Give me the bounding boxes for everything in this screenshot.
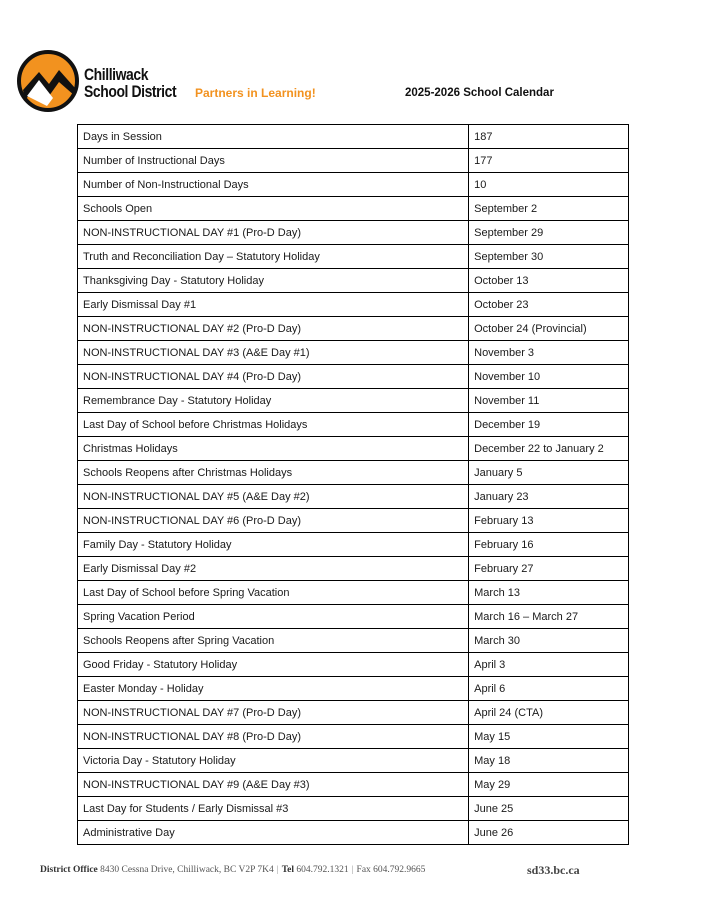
event-date: December 22 to January 2 [469,437,629,461]
event-date: April 24 (CTA) [469,701,629,725]
event-date: January 23 [469,485,629,509]
footer-tel-label: Tel [281,865,295,875]
event-date: 187 [469,125,629,149]
table-row [78,653,629,677]
event-date: February 27 [469,557,629,581]
event-label: NON-INSTRUCTIONAL DAY #6 (Pro-D Day) [78,509,469,533]
district-logo-icon [17,50,79,112]
event-date: September 2 [469,197,629,221]
table-row [78,293,629,317]
event-date: June 26 [469,821,629,845]
event-label: Schools Reopens after Christmas Holidays [78,461,469,485]
table-row [78,557,629,581]
table-row [78,341,629,365]
table-row [78,221,629,245]
table-row [78,821,629,845]
table-row [78,677,629,701]
footer-fax: 604.792.9665 [373,865,426,875]
event-label: Days in Session [78,125,469,149]
district-name [84,66,196,100]
brand-line-2: School District [84,82,177,101]
event-label: NON-INSTRUCTIONAL DAY #2 (Pro-D Day) [78,317,469,341]
footer-tel: 604.792.1321 [296,865,349,875]
table-row [78,581,629,605]
event-label: Good Friday - Statutory Holiday [78,653,469,677]
table-row [78,413,629,437]
event-label: Early Dismissal Day #1 [78,293,469,317]
event-date: October 24 (Provincial) [469,317,629,341]
event-date: January 5 [469,461,629,485]
event-label: Thanksgiving Day - Statutory Holiday [78,269,469,293]
event-date: June 25 [469,797,629,821]
table-row [78,485,629,509]
footer-office-label: District Office [40,865,98,875]
event-label: Early Dismissal Day #2 [78,557,469,581]
table-row [78,773,629,797]
event-date: September 30 [469,245,629,269]
table-row [78,461,629,485]
calendar-table [77,124,629,845]
table-row [78,317,629,341]
event-date: December 19 [469,413,629,437]
event-label: Remembrance Day - Statutory Holiday [78,389,469,413]
event-date: November 3 [469,341,629,365]
table-row [78,605,629,629]
tagline: Partners in Learning! [195,86,316,100]
footer-url: sd33.bc.ca [527,863,580,877]
event-label: Christmas Holidays [78,437,469,461]
table-row [78,725,629,749]
event-label: Number of Non-Instructional Days [78,173,469,197]
table-row [78,629,629,653]
footer-fax-label: Fax [356,865,371,875]
event-date: 177 [469,149,629,173]
footer-contact: District Office 8430 Cessna Drive, Chilliwack, BC V2P 7K4 | Tel 604.792.1321 | Fax 604.792.9665 [40,865,426,875]
footer-address: 8430 Cessna Drive, Chilliwack, BC V2P 7K4 [100,865,274,875]
event-label: NON-INSTRUCTIONAL DAY #7 (Pro-D Day) [78,701,469,725]
event-date: March 30 [469,629,629,653]
table-row [78,509,629,533]
event-label: Last Day for Students / Early Dismissal #3 [78,797,469,821]
table-row [78,749,629,773]
table-row [78,125,629,149]
event-label: Last Day of School before Spring Vacation [78,581,469,605]
event-date: November 11 [469,389,629,413]
event-label: Easter Monday - Holiday [78,677,469,701]
event-label: NON-INSTRUCTIONAL DAY #3 (A&E Day #1) [78,341,469,365]
event-label: NON-INSTRUCTIONAL DAY #5 (A&E Day #2) [78,485,469,509]
table-row [78,245,629,269]
table-row [78,365,629,389]
event-label: Truth and Reconciliation Day – Statutory Holiday [78,245,469,269]
table-row [78,797,629,821]
page-title: 2025-2026 School Calendar [405,87,554,99]
event-date: May 29 [469,773,629,797]
table-row [78,437,629,461]
event-label: Number of Instructional Days [78,149,469,173]
event-date: October 13 [469,269,629,293]
event-date: February 16 [469,533,629,557]
table-row [78,533,629,557]
event-label: Schools Open [78,197,469,221]
table-row [78,197,629,221]
event-label: NON-INSTRUCTIONAL DAY #9 (A&E Day #3) [78,773,469,797]
table-row [78,173,629,197]
event-date: October 23 [469,293,629,317]
table-row [78,269,629,293]
event-date: 10 [469,173,629,197]
event-label: Administrative Day [78,821,469,845]
event-date: April 6 [469,677,629,701]
event-label: Victoria Day - Statutory Holiday [78,749,469,773]
event-date: May 15 [469,725,629,749]
event-date: November 10 [469,365,629,389]
table-row [78,701,629,725]
event-label: Schools Reopens after Spring Vacation [78,629,469,653]
table-row [78,149,629,173]
event-label: NON-INSTRUCTIONAL DAY #8 (Pro-D Day) [78,725,469,749]
event-date: March 16 – March 27 [469,605,629,629]
event-label: NON-INSTRUCTIONAL DAY #4 (Pro-D Day) [78,365,469,389]
event-label: Spring Vacation Period [78,605,469,629]
brand-line-1: Chilliwack [84,65,149,84]
event-date: September 29 [469,221,629,245]
event-label: Family Day - Statutory Holiday [78,533,469,557]
event-label: Last Day of School before Christmas Holidays [78,413,469,437]
event-label: NON-INSTRUCTIONAL DAY #1 (Pro-D Day) [78,221,469,245]
event-date: March 13 [469,581,629,605]
event-date: February 13 [469,509,629,533]
event-date: May 18 [469,749,629,773]
event-date: April 3 [469,653,629,677]
table-row [78,389,629,413]
